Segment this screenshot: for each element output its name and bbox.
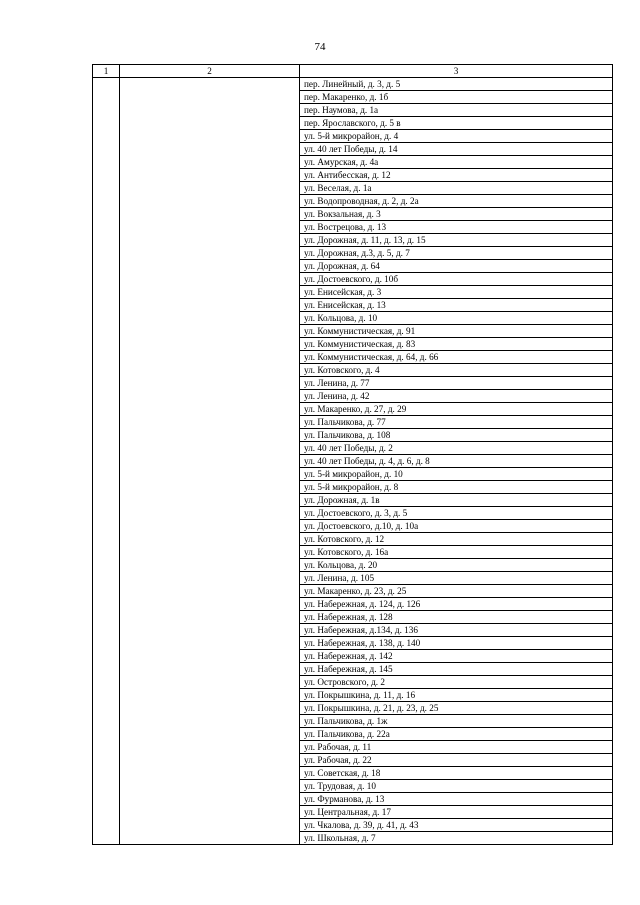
address-cell: ул. Ленина, д. 77 bbox=[300, 377, 613, 390]
column-2-cell bbox=[120, 78, 300, 845]
address-cell: ул. Макаренко, д. 23, д. 25 bbox=[300, 585, 613, 598]
address-cell: ул. 40 лет Победы, д. 4, д. 6, д. 8 bbox=[300, 455, 613, 468]
address-cell: ул. Центральная, д. 17 bbox=[300, 806, 613, 819]
address-cell: ул. Дорожная, д. 1в bbox=[300, 494, 613, 507]
address-cell: ул. Набережная, д. 124, д. 126 bbox=[300, 598, 613, 611]
address-cell: ул. Советская, д. 18 bbox=[300, 767, 613, 780]
address-cell: ул. Енисейская, д. 13 bbox=[300, 299, 613, 312]
address-cell: ул. Пальчикова, д. 1ж bbox=[300, 715, 613, 728]
address-cell: ул. Рабочая, д. 22 bbox=[300, 754, 613, 767]
address-cell: ул. 5-й микрорайон, д. 4 bbox=[300, 130, 613, 143]
address-cell: ул. Коммунистическая, д. 91 bbox=[300, 325, 613, 338]
address-cell: ул. Кольцова, д. 10 bbox=[300, 312, 613, 325]
address-cell: ул. Рабочая, д. 11 bbox=[300, 741, 613, 754]
address-cell: ул. Макаренко, д. 27, д. 29 bbox=[300, 403, 613, 416]
table-body bbox=[93, 78, 613, 845]
address-cell: ул. Дорожная, д.3, д. 5, д. 7 bbox=[300, 247, 613, 260]
address-cell: ул. Достоевского, д. 3, д. 5 bbox=[300, 507, 613, 520]
address-cell: ул. Кольцова, д. 20 bbox=[300, 559, 613, 572]
address-cell: ул. Водопроводная, д. 2, д. 2а bbox=[300, 195, 613, 208]
address-cell: ул. 40 лет Победы, д. 14 bbox=[300, 143, 613, 156]
address-cell: ул. Набережная, д. 138, д. 140 bbox=[300, 637, 613, 650]
address-cell: ул. Покрышкина, д. 11, д. 16 bbox=[300, 689, 613, 702]
address-cell: ул. Чкалова, д. 39, д. 41, д. 43 bbox=[300, 819, 613, 832]
address-cell: ул. Вострецова, д. 13 bbox=[300, 221, 613, 234]
address-cell: ул. Покрышкина, д. 21, д. 23, д. 25 bbox=[300, 702, 613, 715]
column-header-1: 1 bbox=[93, 65, 120, 78]
address-cell: пер. Наумова, д. 1а bbox=[300, 104, 613, 117]
address-cell: ул. Дорожная, д. 11, д. 13, д. 15 bbox=[300, 234, 613, 247]
address-cell: ул. Пальчикова, д. 77 bbox=[300, 416, 613, 429]
address-cell: ул. Пальчикова, д. 108 bbox=[300, 429, 613, 442]
address-cell: ул. Енисейская, д. 3 bbox=[300, 286, 613, 299]
address-cell: ул. Коммунистическая, д. 64, д. 66 bbox=[300, 351, 613, 364]
address-cell: ул. Котовского, д. 4 bbox=[300, 364, 613, 377]
address-cell: ул. Дорожная, д. 64 bbox=[300, 260, 613, 273]
address-cell: ул. Достоевского, д. 10б bbox=[300, 273, 613, 286]
address-cell: ул. Котовского, д. 16а bbox=[300, 546, 613, 559]
address-cell: ул. Антибесская, д. 12 bbox=[300, 169, 613, 182]
address-cell: пер. Макаренко, д. 1б bbox=[300, 91, 613, 104]
address-cell: ул. Пальчикова, д. 22а bbox=[300, 728, 613, 741]
table-row bbox=[93, 78, 613, 91]
address-cell: ул. Набережная, д. 145 bbox=[300, 663, 613, 676]
column-header-3: 3 bbox=[300, 65, 613, 78]
address-cell: ул. 5-й микрорайон, д. 10 bbox=[300, 468, 613, 481]
address-cell: пер. Линейный, д. 3, д. 5 bbox=[300, 78, 613, 91]
address-cell: ул. Набережная, д.134, д. 136 bbox=[300, 624, 613, 637]
address-cell: ул. Амурская, д. 4а bbox=[300, 156, 613, 169]
address-cell: ул. Фурманова, д. 13 bbox=[300, 793, 613, 806]
address-cell: ул. Котовского, д. 12 bbox=[300, 533, 613, 546]
column-1-cell bbox=[93, 78, 120, 845]
address-cell: ул. Ленина, д. 42 bbox=[300, 390, 613, 403]
address-cell: ул. Школьная, д. 7 bbox=[300, 832, 613, 845]
address-cell: ул. Коммунистическая, д. 83 bbox=[300, 338, 613, 351]
address-cell: ул. Достоевского, д.10, д. 10а bbox=[300, 520, 613, 533]
address-cell: ул. Набережная, д. 142 bbox=[300, 650, 613, 663]
address-cell: ул. Ленина, д. 105 bbox=[300, 572, 613, 585]
page-number: 74 bbox=[314, 41, 326, 53]
column-header-2: 2 bbox=[120, 65, 300, 78]
address-cell: ул. 40 лет Победы, д. 2 bbox=[300, 442, 613, 455]
address-cell: ул. 5-й микрорайон, д. 8 bbox=[300, 481, 613, 494]
table-header-row bbox=[93, 65, 613, 78]
address-cell: ул. Островского, д. 2 bbox=[300, 676, 613, 689]
address-cell: ул. Вокзальная, д. 3 bbox=[300, 208, 613, 221]
address-cell: пер. Ярославского, д. 5 в bbox=[300, 117, 613, 130]
address-cell: ул. Набережная, д. 128 bbox=[300, 611, 613, 624]
address-cell: ул. Веселая, д. 1а bbox=[300, 182, 613, 195]
address-cell: ул. Трудовая, д. 10 bbox=[300, 780, 613, 793]
address-table bbox=[92, 64, 613, 845]
